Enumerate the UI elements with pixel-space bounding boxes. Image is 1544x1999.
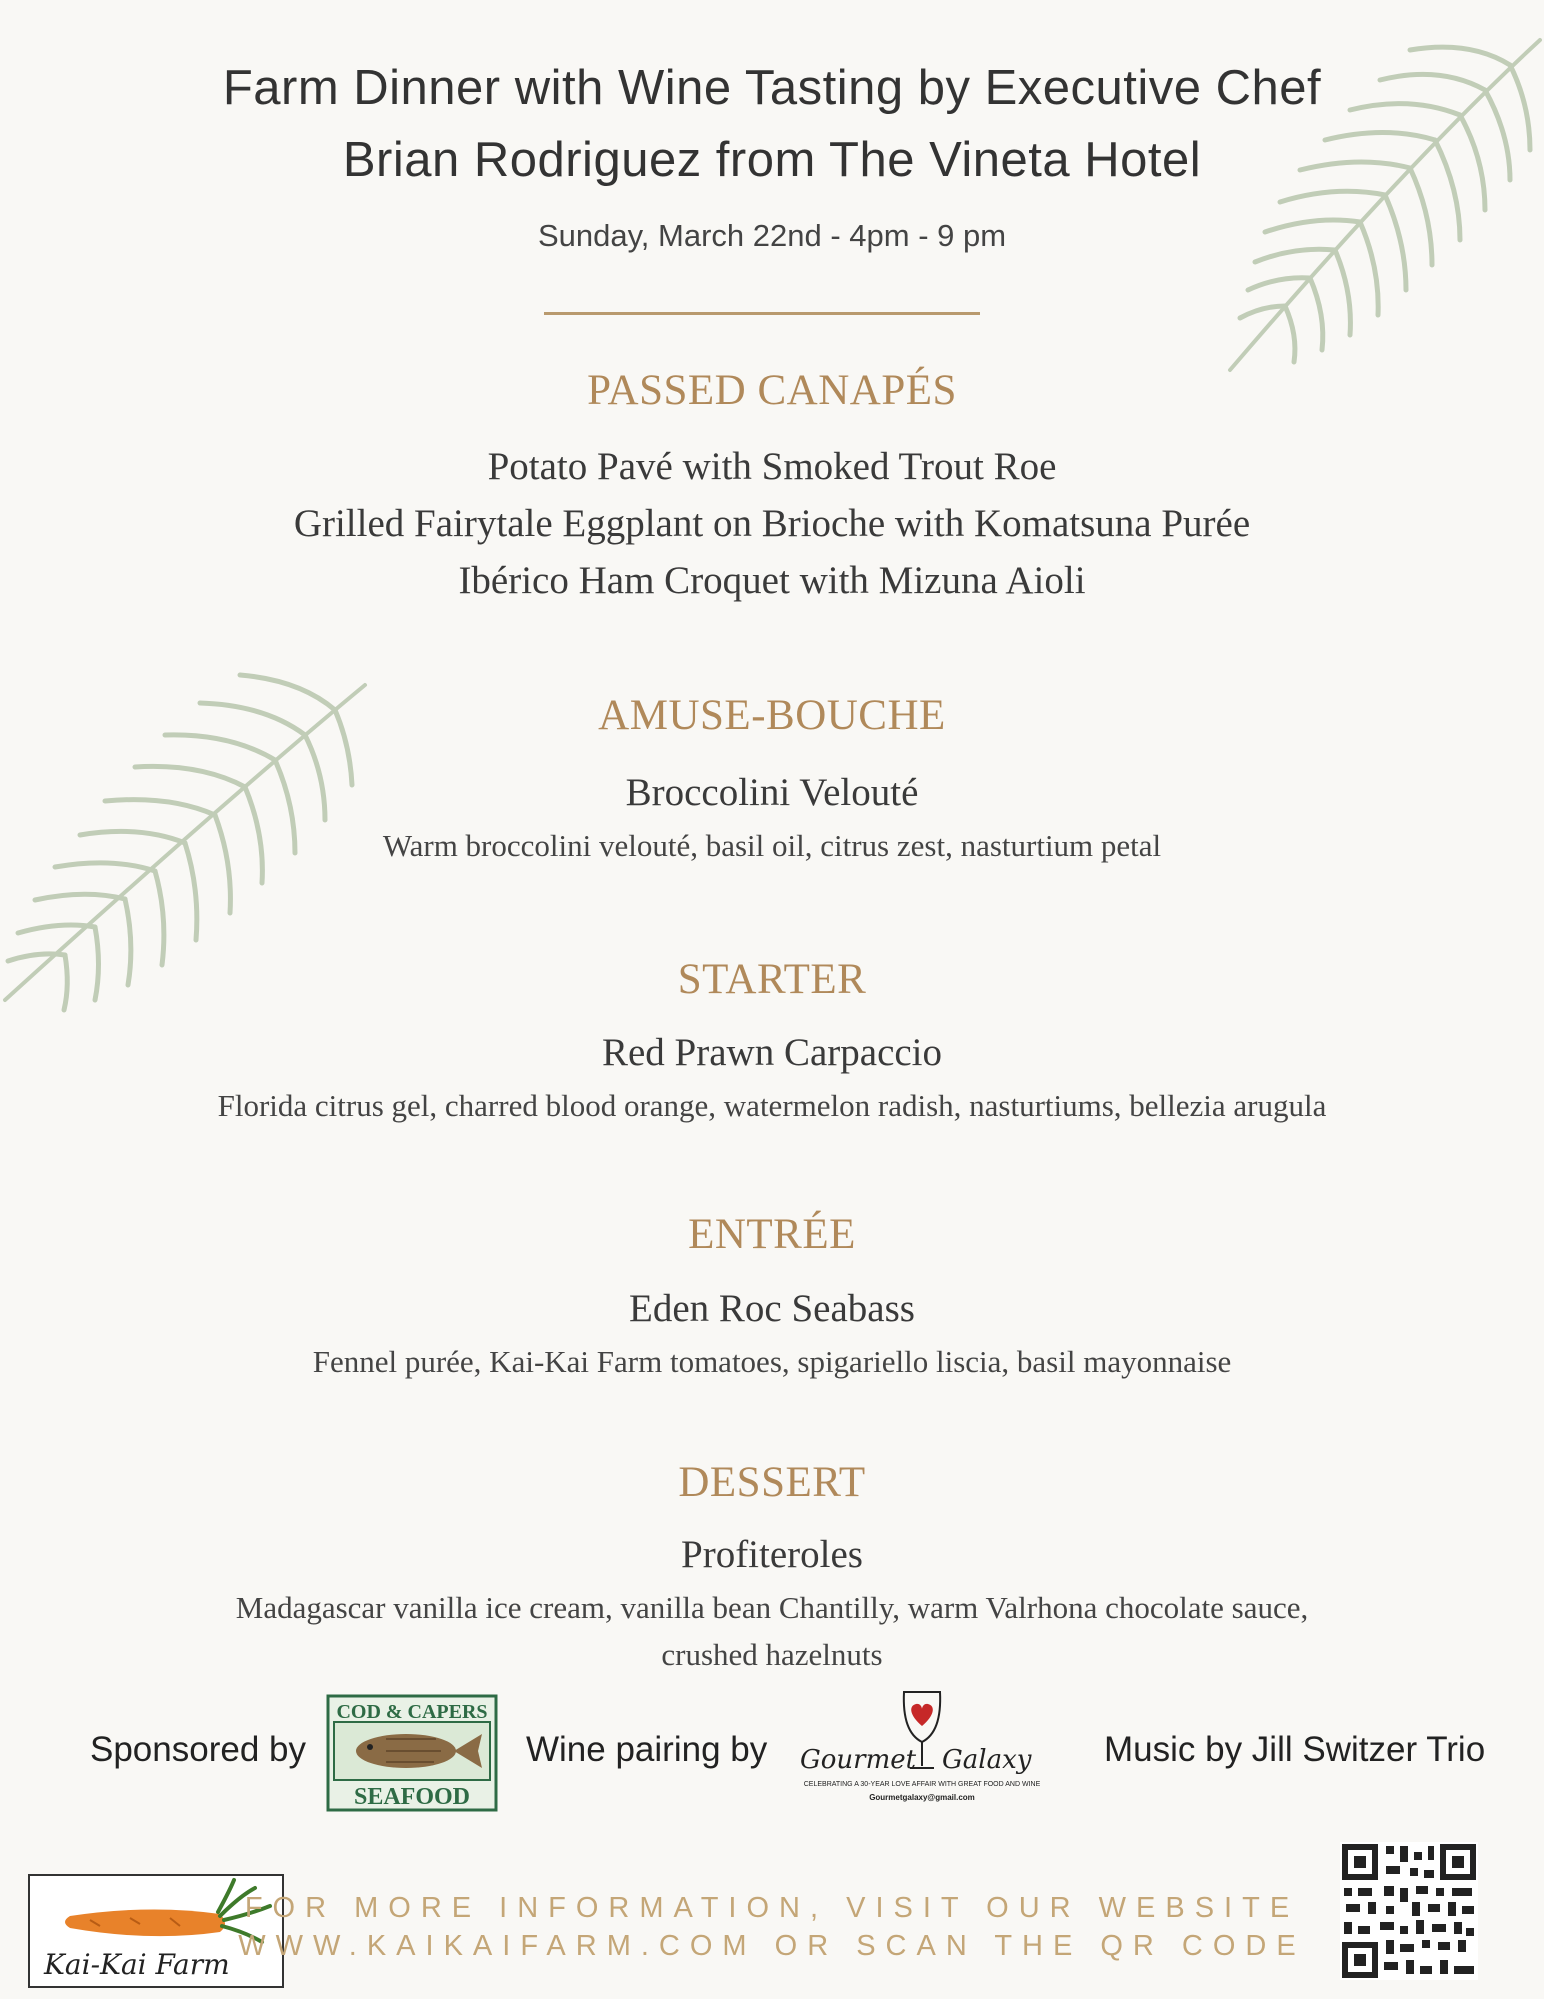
section-heading-dessert: DESSERT [678, 1459, 866, 1506]
music-by-label: Music by Jill Switzer Trio [1104, 1730, 1486, 1769]
cod-and-capers-logo [326, 1694, 498, 1812]
galaxy-logo-email: Gourmetgalaxy@gmail.com [869, 1793, 975, 1802]
galaxy-logo-word1: Gourmet [800, 1745, 917, 1775]
dish-description-starter: Florida citrus gel, charred blood orange, watermelon radish, nasturtiums, bellezia arugula [217, 1088, 1327, 1123]
dish-description-dessert [0, 1584, 1544, 1678]
divider [544, 312, 980, 315]
dish-description-amuse: Warm broccolini velouté, basil oil, citrus zest, nasturtium petal [382, 828, 1162, 863]
canape-item: Potato Pavé with Smoked Trout Roe [487, 445, 1057, 488]
canapes-list [0, 438, 1544, 609]
cod-logo-top-text: COD & CAPERS [336, 1701, 488, 1723]
section-heading-entree: ENTRÉE [688, 1211, 856, 1258]
gourmet-galaxy-logo [792, 1686, 1052, 1812]
section-heading-starter: STARTER [677, 956, 867, 1003]
farm-logo-text: Kai-Kai Farm [44, 1948, 230, 1981]
dish-description-entree: Fennel purée, Kai-Kai Farm tomatoes, spigariello liscia, basil mayonnaise [312, 1344, 1232, 1379]
section-heading-canapes: PASSED CANAPÉS [587, 367, 957, 414]
footer-info-line: FOR MORE INFORMATION, VISIT OUR WEBSITE [244, 1892, 1300, 1924]
event-date: Sunday, March 22nd - 4pm - 9 pm [537, 218, 1007, 253]
dessert-desc-line-1: Madagascar vanilla ice cream, vanilla bean Chantilly, warm Valrhona chocolate sauce, [235, 1590, 1309, 1625]
dish-name-starter: Red Prawn Carpaccio [601, 1031, 943, 1074]
dish-name-amuse: Broccolini Velouté [625, 771, 919, 814]
galaxy-logo-tagline: CELEBRATING A 30-YEAR LOVE AFFAIR WITH GREAT FOOD AND WINE [803, 1781, 1041, 1788]
canape-item: Ibérico Ham Croquet with Mizuna Aioli [458, 559, 1086, 602]
wine-pairing-label: Wine pairing by [526, 1730, 768, 1769]
title-line-1: Farm Dinner with Wine Tasting by Executive Chef [222, 61, 1322, 115]
page-title [0, 52, 1544, 196]
cod-logo-bottom-text: SEAFOOD [353, 1784, 471, 1810]
sponsored-by-label: Sponsored by [90, 1730, 306, 1769]
section-heading-amuse: AMUSE-BOUCHE [598, 692, 946, 739]
galaxy-logo-word2: Galaxy [942, 1745, 1032, 1775]
dish-name-entree: Eden Roc Seabass [629, 1287, 915, 1330]
title-line-2: Brian Rodriguez from The Vineta Hotel [342, 133, 1202, 187]
dessert-desc-line-2: crushed hazelnuts [661, 1637, 883, 1672]
canape-item: Grilled Fairytale Eggplant on Brioche with Komatsuna Purée [293, 502, 1251, 545]
qr-code-icon[interactable] [1340, 1842, 1478, 1980]
dish-name-dessert: Profiteroles [681, 1533, 863, 1576]
footer-website-line[interactable]: WWW.KAIKAIFARM.COM OR SCAN THE QR CODE [238, 1930, 1306, 1962]
